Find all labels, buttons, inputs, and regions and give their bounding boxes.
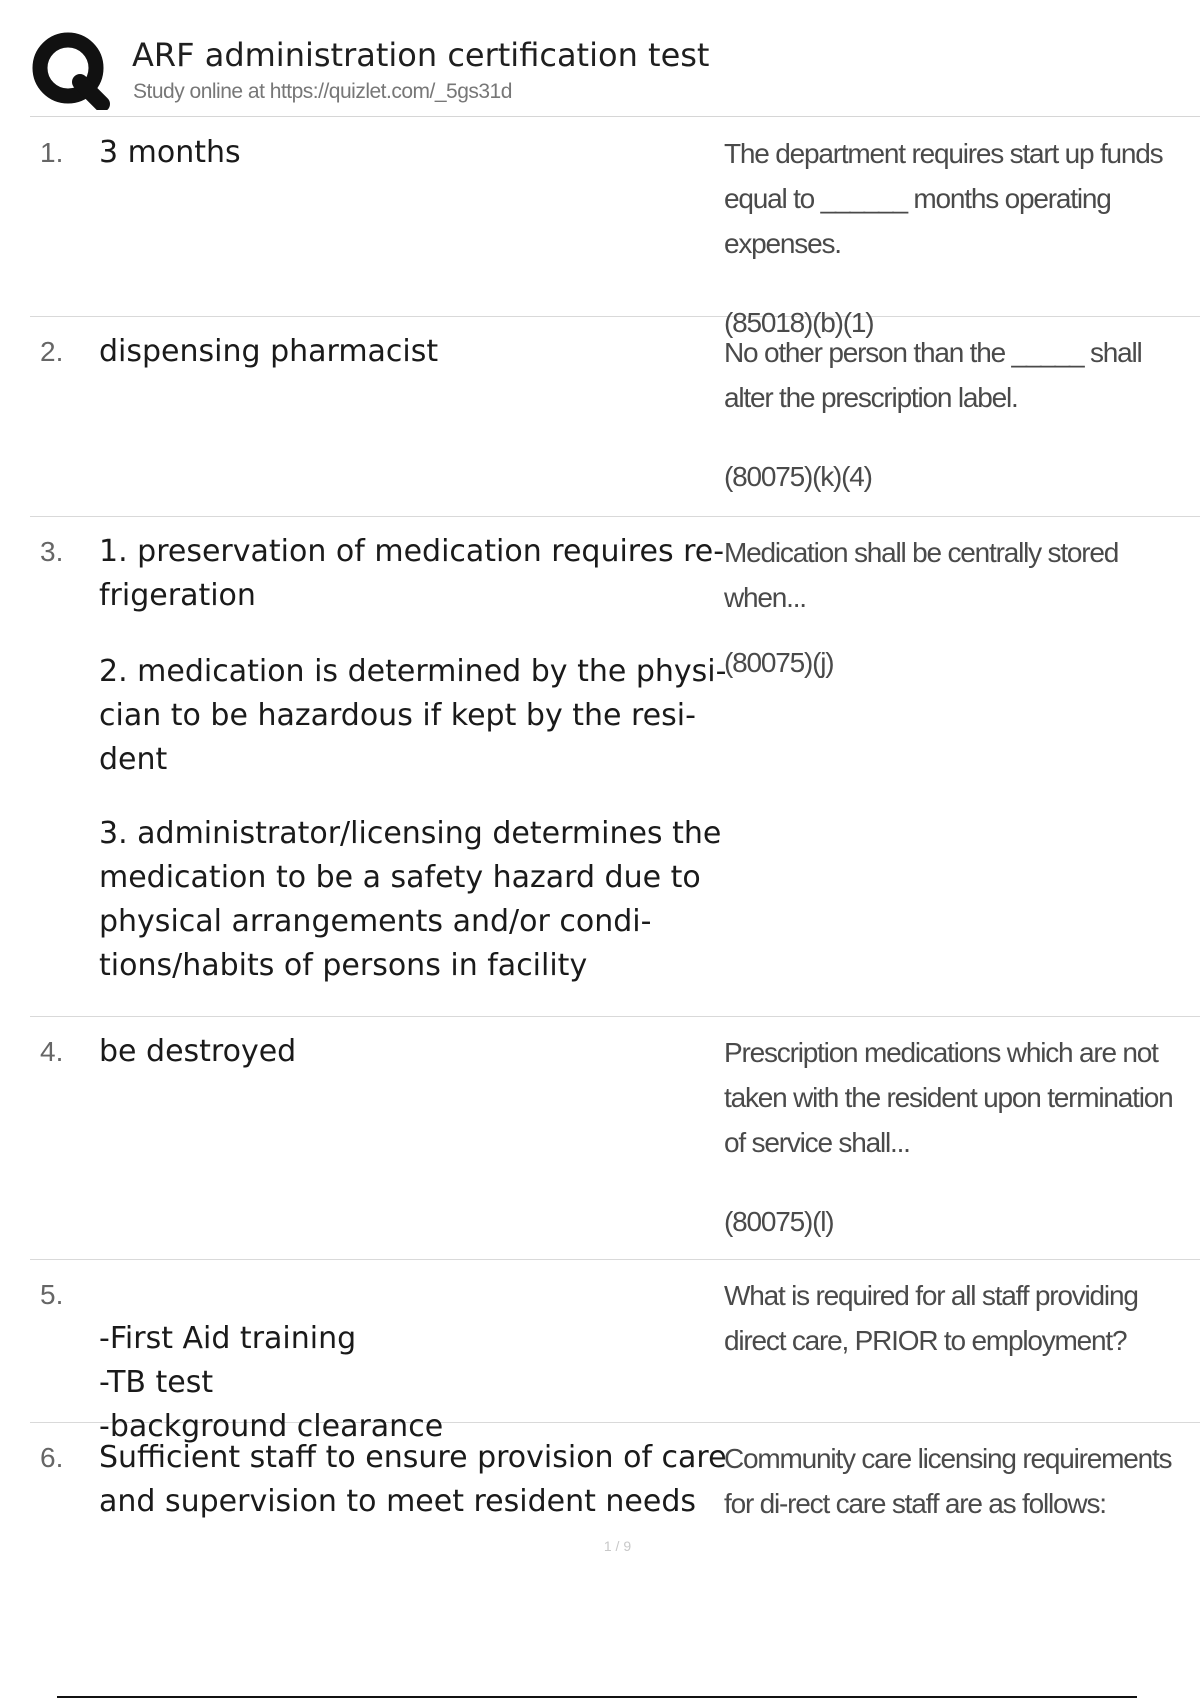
card-definition xyxy=(724,1273,1194,1363)
card-definition xyxy=(724,1030,1194,1244)
term-text: be destroyed xyxy=(99,1034,297,1069)
flashcard-row xyxy=(30,1270,1200,1444)
card-term xyxy=(99,1030,749,1074)
page-bottom-divider xyxy=(57,1696,1137,1698)
card-term xyxy=(99,131,749,175)
regulation-reference: (80075)(k)(4) xyxy=(724,461,872,492)
definition-text: The department requires start up funds equal to ______ months operating expenses. xyxy=(724,138,1163,259)
definition-text: Prescription medications which are not taken with the resident upon termination of service shall... xyxy=(724,1037,1173,1158)
term-text: dispensing pharmacist xyxy=(99,334,439,369)
definition-text: What is required for all staff providing direct care, PRIOR to employment? xyxy=(724,1280,1138,1356)
card-definition xyxy=(724,131,1194,345)
regulation-reference: (80075)(l) xyxy=(724,1206,834,1237)
term-text: Sufficient staff to ensure provision of care and supervision to meet resident needs xyxy=(99,1440,727,1519)
card-number: 3. xyxy=(40,536,64,567)
card-term xyxy=(99,330,749,374)
flashcard-row xyxy=(30,1434,1200,1534)
term-text: 3 months xyxy=(99,135,241,170)
card-definition xyxy=(724,530,1194,685)
regulation-reference: (85018)(b)(1) xyxy=(724,307,874,338)
flashcard-row xyxy=(30,528,1200,1017)
page-number: 1 / 9 xyxy=(603,1538,632,1554)
quizlet-q-logo-icon xyxy=(30,30,110,110)
card-number: 2. xyxy=(40,336,64,367)
definition-text: Community care licensing requirements for di-rect care staff are as follows: xyxy=(724,1443,1172,1519)
term-text: 1. preservation of medication requires re-frigeration xyxy=(99,534,725,613)
flashcard-row xyxy=(30,328,1200,517)
card-number: 5. xyxy=(40,1279,64,1310)
card-number: 6. xyxy=(40,1442,64,1473)
flashcard-row xyxy=(30,1027,1200,1260)
term-text: 2. medication is determined by the physi-cian to be hazardous if kept by the resi-dent xyxy=(99,654,727,777)
document-title: ARF administration certification test xyxy=(132,36,710,74)
card-number: 4. xyxy=(40,1036,64,1067)
term-text: 3. administrator/licensing determines the medication to be a safety hazard due to physical arrangements and/or condi-tions/habits of persons in facility xyxy=(99,816,722,983)
card-number: 1. xyxy=(40,137,64,168)
definition-text: No other person than the _____ shall alter the prescription label. xyxy=(724,337,1142,413)
document-header xyxy=(30,30,1200,117)
definition-text: Medication shall be centrally stored when... xyxy=(724,537,1119,613)
card-term xyxy=(99,1436,749,1524)
card-term xyxy=(99,530,749,988)
card-definition xyxy=(724,330,1194,499)
term-text: -First Aid training -TB test -background clearance xyxy=(99,1321,444,1444)
flashcard-row xyxy=(30,128,1200,338)
regulation-reference: (80075)(j) xyxy=(724,647,834,678)
study-online-link[interactable]: Study online at https://quizlet.com/_5gs31d xyxy=(133,80,512,103)
card-definition xyxy=(724,1436,1194,1526)
